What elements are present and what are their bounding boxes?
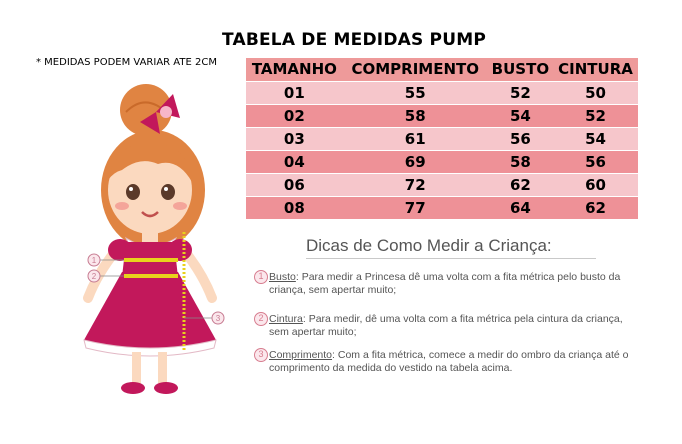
marker-3 xyxy=(212,312,224,324)
cell-length: 69 xyxy=(404,152,426,171)
tip-1-body xyxy=(254,271,644,296)
cell-bust: 56 xyxy=(509,129,531,148)
table-header-row xyxy=(246,58,638,81)
cell-waist: 60 xyxy=(585,175,606,194)
tip-2-number-icon: 2 xyxy=(254,312,268,326)
cell-bust: 64 xyxy=(509,198,531,217)
tip-2-body xyxy=(254,313,644,338)
header-waist: CINTURA xyxy=(558,60,633,79)
tips-heading: Dicas de Como Medir a Criança: xyxy=(306,236,552,255)
tip-3-text: : Com a fita métrica, comece a medir do ombro da criança até o comprimento da medida do vestido na tabela acima. xyxy=(269,349,629,374)
tip-bust xyxy=(254,271,644,296)
tip-3-keyword: Comprimento xyxy=(269,349,333,361)
tip-2-text: : Para medir, dê uma volta com a fita métrica pela cintura da criança, sem apertar muito; xyxy=(269,313,623,338)
tip-3-number-icon: 3 xyxy=(254,348,268,362)
cell-bust: 54 xyxy=(509,106,531,125)
cell-size: 04 xyxy=(283,152,305,171)
marker-1-label: 1 xyxy=(91,256,97,265)
header-size: TAMANHO xyxy=(251,60,337,79)
page-title: TABELA DE MEDIDAS PUMP xyxy=(222,30,486,50)
size-table xyxy=(246,58,638,220)
header-length: COMPRIMENTO xyxy=(351,60,479,79)
cell-length: 55 xyxy=(404,83,426,102)
marker-2 xyxy=(88,270,100,282)
tip-1-number-icon: 1 xyxy=(254,270,268,284)
table-row xyxy=(246,127,638,150)
variation-note: * MEDIDAS PODEM VARIAR ATE 2CM xyxy=(36,57,217,68)
cell-size: 06 xyxy=(283,175,305,194)
cell-size: 08 xyxy=(283,198,305,217)
table-row xyxy=(246,150,638,173)
tip-3-body xyxy=(254,349,644,374)
cell-waist: 62 xyxy=(585,198,606,217)
cell-size: 03 xyxy=(283,129,305,148)
header-bust: BUSTO xyxy=(491,60,550,79)
cell-length: 72 xyxy=(404,175,426,194)
cell-size: 02 xyxy=(283,106,305,125)
cell-bust: 52 xyxy=(509,83,531,102)
table-row xyxy=(246,173,638,196)
table-row xyxy=(246,81,638,104)
cell-size: 01 xyxy=(283,83,305,102)
tip-1-text: : Para medir a Princesa dê uma volta com a fita métrica pelo busto da criança, sem apertar muito; xyxy=(269,271,621,296)
cell-length: 77 xyxy=(404,198,426,217)
cell-waist: 56 xyxy=(585,152,606,171)
cell-waist: 52 xyxy=(585,106,606,125)
tip-length xyxy=(254,349,644,374)
girl-illustration xyxy=(78,72,248,407)
cell-bust: 58 xyxy=(509,152,531,171)
marker-3-label: 3 xyxy=(215,314,221,323)
marker-1 xyxy=(88,254,100,266)
tip-1-keyword: Busto xyxy=(269,271,296,283)
cell-length: 61 xyxy=(404,129,426,148)
cell-length: 58 xyxy=(404,106,426,125)
tips-divider xyxy=(306,258,596,259)
tip-2-keyword: Cintura xyxy=(269,313,303,325)
cell-waist: 54 xyxy=(585,129,606,148)
tip-waist xyxy=(254,313,644,338)
marker-2-label: 2 xyxy=(91,272,97,281)
cell-waist: 50 xyxy=(585,83,606,102)
cell-bust: 62 xyxy=(509,175,531,194)
table-row xyxy=(246,196,638,219)
table-row xyxy=(246,104,638,127)
